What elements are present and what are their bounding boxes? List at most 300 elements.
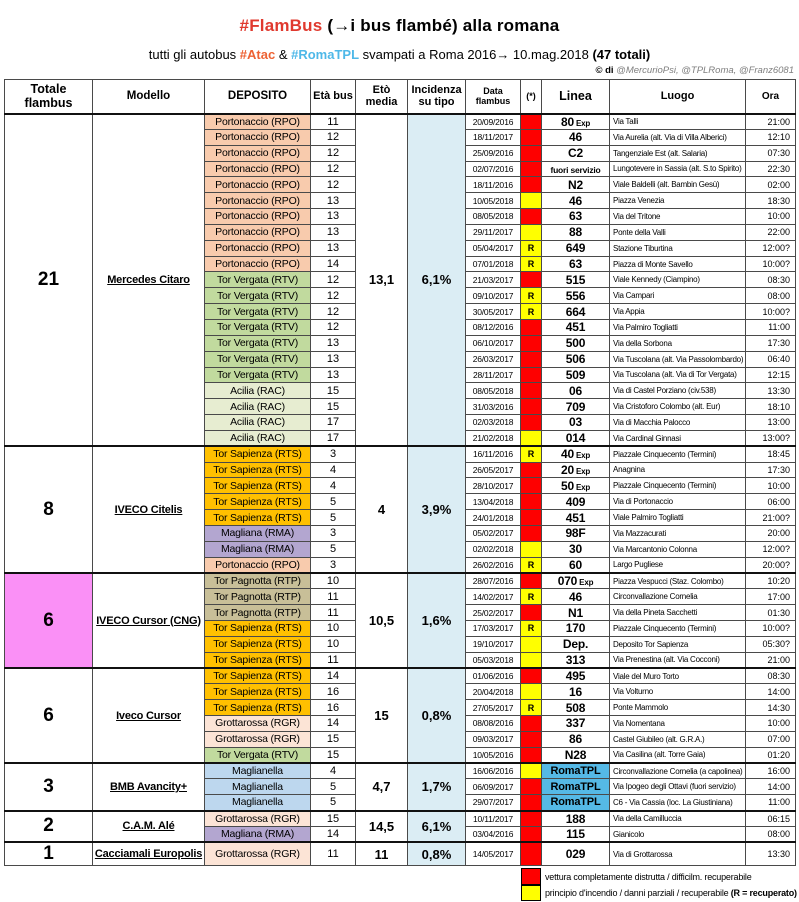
line-number: 46 — [569, 589, 582, 604]
model-cell — [93, 668, 205, 763]
status-cell-partial — [521, 763, 542, 779]
date-cell: 16/11/2016 — [466, 446, 521, 462]
line-number: 313 — [565, 652, 586, 667]
depot-cell: Magliana (RMA) — [205, 541, 311, 557]
line-cell — [542, 668, 610, 684]
bus-age-cell: 3 — [311, 525, 356, 541]
line-cell — [542, 319, 610, 335]
place-cell: Piazza Venezia — [610, 193, 746, 209]
place-cell: Via Cardinal Ginnasi — [610, 430, 746, 446]
time-cell: 10:00 — [746, 478, 796, 494]
place-cell: Castel Giubileo (alt. G.R.A.) — [610, 731, 746, 747]
line-cell — [542, 430, 610, 446]
date-cell: 26/05/2017 — [466, 462, 521, 478]
time-cell: 10:00? — [746, 621, 796, 637]
bus-age-cell: 11 — [311, 605, 356, 621]
incidence-cell: 6,1% — [408, 114, 466, 447]
place-cell: Gianicolo — [610, 826, 746, 842]
place-cell: Ponte Mammolo — [610, 700, 746, 716]
place-cell: Via Tuscolana (alt. Via di Tor Vergata) — [610, 367, 746, 383]
time-cell: 10:00 — [746, 716, 796, 732]
total-flambus-cell: 1 — [5, 842, 93, 866]
legend-text-partial: principio d'incendio / danni parziali / recuperabile (R = recuperato) — [545, 888, 797, 899]
col-header-modello: Modello — [93, 80, 205, 114]
date-cell: 29/11/2017 — [466, 224, 521, 240]
time-cell: 01:30 — [746, 605, 796, 621]
status-cell-partial: R — [521, 256, 542, 272]
time-cell: 07:30 — [746, 145, 796, 161]
bus-row — [5, 573, 796, 589]
bus-age-cell: 17 — [311, 415, 356, 431]
status-cell-partial — [521, 541, 542, 557]
time-cell: 05:30? — [746, 636, 796, 652]
status-cell-destroyed — [521, 605, 542, 621]
line-number: 451 — [565, 510, 586, 525]
line-suffix: Exp — [573, 118, 591, 128]
status-cell-partial — [521, 684, 542, 700]
time-cell: 08:30 — [746, 272, 796, 288]
line-suffix: Exp — [573, 451, 591, 461]
bus-age-cell: 4 — [311, 763, 356, 779]
status-cell-destroyed — [521, 367, 542, 383]
place-cell: Viale Palmiro Togliatti — [610, 510, 746, 526]
status-cell-partial: R — [521, 621, 542, 637]
place-cell: Viale Baldelli (alt. Bambin Gesù) — [610, 177, 746, 193]
bus-age-cell: 11 — [311, 842, 356, 866]
avg-age-cell: 15 — [356, 668, 408, 763]
line-suffix: Exp — [573, 466, 591, 476]
date-cell: 19/10/2017 — [466, 636, 521, 652]
time-cell: 13:30 — [746, 842, 796, 866]
date-cell: 20/04/2018 — [466, 684, 521, 700]
header-row — [5, 80, 796, 114]
line-number: 16 — [569, 684, 582, 699]
subtitle-romatpl-hashtag: #RomaTPL — [291, 47, 360, 62]
bus-age-cell: 11 — [311, 589, 356, 605]
subtitle-total-count: (47 totali) — [592, 47, 651, 62]
time-cell: 06:00 — [746, 494, 796, 510]
line-number: 029 — [565, 847, 586, 862]
place-cell: C6 - Via Cassia (loc. La Giustiniana) — [610, 795, 746, 811]
flambus-table-body — [5, 114, 796, 866]
date-cell: 18/11/2016 — [466, 177, 521, 193]
time-cell: 12:15 — [746, 367, 796, 383]
date-cell: 07/01/2018 — [466, 256, 521, 272]
place-cell: Viale del Muro Torto — [610, 668, 746, 684]
place-cell: Via Ipogeo degli Ottavi (fuori servizio) — [610, 779, 746, 795]
place-cell: Via del Tritone — [610, 209, 746, 225]
time-cell: 06:40 — [746, 351, 796, 367]
status-cell-partial — [521, 430, 542, 446]
total-flambus-cell: 21 — [5, 114, 93, 447]
model-name: Iveco Cursor — [116, 709, 181, 722]
time-cell: 14:00 — [746, 684, 796, 700]
depot-cell: Tor Vergata (RTV) — [205, 272, 311, 288]
place-cell: Circonvallazione Cornelia (a capolinea) — [610, 763, 746, 779]
flambus-table — [4, 79, 796, 866]
status-cell-destroyed — [521, 415, 542, 431]
time-cell: 13:00? — [746, 430, 796, 446]
status-cell-partial: R — [521, 446, 542, 462]
depot-cell: Tor Sapienza (RTS) — [205, 668, 311, 684]
place-cell: Via Volturno — [610, 684, 746, 700]
place-cell: Piazzale Cinquecento (Termini) — [610, 446, 746, 462]
model-cell — [93, 811, 205, 843]
status-cell-destroyed — [521, 826, 542, 842]
bus-age-cell: 4 — [311, 462, 356, 478]
time-cell: 13:30 — [746, 383, 796, 399]
date-cell: 21/02/2018 — [466, 430, 521, 446]
bus-age-cell: 13 — [311, 335, 356, 351]
col-header-eta-bus: Età bus — [311, 80, 356, 114]
line-number: 649 — [565, 241, 586, 256]
incidence-cell: 0,8% — [408, 668, 466, 763]
bus-age-cell: 12 — [311, 288, 356, 304]
depot-cell: Tor Vergata (RTV) — [205, 335, 311, 351]
time-cell: 21:00 — [746, 652, 796, 668]
date-cell: 20/09/2016 — [466, 114, 521, 130]
bus-row — [5, 668, 796, 684]
bus-age-cell: 12 — [311, 161, 356, 177]
line-cell — [542, 700, 610, 716]
incidence-cell: 6,1% — [408, 811, 466, 843]
status-cell-partial: R — [521, 700, 542, 716]
bus-age-cell: 5 — [311, 541, 356, 557]
subtitle-atac-hashtag: #Atac — [239, 47, 276, 62]
time-cell: 08:00 — [746, 288, 796, 304]
line-number: 50 — [560, 478, 574, 493]
col-header-luogo: Luogo — [610, 80, 746, 114]
line-cell — [542, 478, 610, 494]
model-name: Cacciamali Europolis — [94, 848, 203, 861]
place-cell: Piazza di Monte Savello — [610, 256, 746, 272]
avg-age-cell: 10,5 — [356, 573, 408, 668]
depot-cell: Acilia (RAC) — [205, 383, 311, 399]
place-cell: Via Marcantonio Colonna — [610, 541, 746, 557]
bus-age-cell: 13 — [311, 367, 356, 383]
place-cell: Piazzale Cinquecento (Termini) — [610, 621, 746, 637]
depot-cell: Tor Sapienza (RTS) — [205, 446, 311, 462]
bus-age-cell: 11 — [311, 652, 356, 668]
model-cell — [93, 573, 205, 668]
bus-age-cell: 12 — [311, 129, 356, 145]
bus-age-cell: 14 — [311, 716, 356, 732]
date-cell: 09/03/2017 — [466, 731, 521, 747]
model-name: BMB Avancity+ — [110, 780, 187, 793]
line-number: 20 — [560, 462, 574, 477]
status-cell-partial — [521, 652, 542, 668]
status-cell-destroyed — [521, 478, 542, 494]
line-cell — [542, 716, 610, 732]
date-cell: 02/02/2018 — [466, 541, 521, 557]
line-cell — [542, 304, 610, 320]
line-cell — [542, 288, 610, 304]
title-rest: (→i bus flambé) alla romana — [322, 16, 560, 35]
status-cell-destroyed — [521, 494, 542, 510]
status-cell-destroyed — [521, 129, 542, 145]
time-cell: 12:10 — [746, 129, 796, 145]
line-number: 63 — [569, 209, 582, 224]
line-cell — [542, 193, 610, 209]
depot-cell: Acilia (RAC) — [205, 415, 311, 431]
place-cell: Stazione Tiburtina — [610, 240, 746, 256]
bus-age-cell: 4 — [311, 478, 356, 494]
status-cell-destroyed — [521, 842, 542, 866]
status-cell-destroyed — [521, 177, 542, 193]
time-cell: 17:30 — [746, 335, 796, 351]
line-number: N1 — [568, 605, 583, 620]
place-cell: Deposito Tor Sapienza — [610, 636, 746, 652]
depot-cell: Portonaccio (RPO) — [205, 256, 311, 272]
depot-cell: Portonaccio (RPO) — [205, 209, 311, 225]
depot-cell: Magliana (RMA) — [205, 826, 311, 842]
date-cell: 28/10/2017 — [466, 478, 521, 494]
place-cell: Lungotevere in Sassia (alt. S.to Spirito) — [610, 161, 746, 177]
col-header-ora: Ora — [746, 80, 796, 114]
line-cell — [542, 272, 610, 288]
depot-cell: Maglianella — [205, 763, 311, 779]
place-cell: Via della Camilluccia — [610, 811, 746, 827]
line-suffix: Exp — [573, 482, 591, 492]
place-cell: Via di Portonaccio — [610, 494, 746, 510]
incidence-cell: 1,7% — [408, 763, 466, 811]
incidence-cell: 3,9% — [408, 446, 466, 573]
line-number: 506 — [565, 352, 586, 367]
line-cell — [542, 652, 610, 668]
model-cell — [93, 763, 205, 811]
place-cell: Via Palmiro Togliatti — [610, 319, 746, 335]
line-number: 46 — [569, 130, 582, 145]
incidence-cell: 0,8% — [408, 842, 466, 866]
line-number: 709 — [565, 399, 586, 414]
line-cell — [542, 209, 610, 225]
status-cell-destroyed — [521, 272, 542, 288]
line-number: 500 — [565, 336, 586, 351]
date-cell: 08/08/2016 — [466, 716, 521, 732]
credit-prefix: © di — [595, 65, 617, 76]
bus-age-cell: 3 — [311, 446, 356, 462]
place-cell: Via Nomentana — [610, 716, 746, 732]
place-cell: Via di Castel Porziano (civ.538) — [610, 383, 746, 399]
line-cell: RomaTPL — [542, 795, 610, 811]
date-cell: 25/02/2017 — [466, 605, 521, 621]
status-cell-destroyed — [521, 510, 542, 526]
avg-age-cell: 14,5 — [356, 811, 408, 843]
time-cell: 22:00 — [746, 224, 796, 240]
line-number: 070 — [557, 574, 578, 589]
date-cell: 08/05/2018 — [466, 209, 521, 225]
line-cell — [542, 177, 610, 193]
status-cell-destroyed — [521, 811, 542, 827]
status-cell-destroyed — [521, 114, 542, 130]
bus-age-cell: 5 — [311, 779, 356, 795]
avg-age-cell: 13,1 — [356, 114, 408, 447]
title-hashtag: #FlamBus — [239, 16, 323, 35]
line-cell — [542, 114, 610, 130]
line-number: 515 — [565, 272, 586, 287]
line-cell — [542, 684, 610, 700]
bus-age-cell: 3 — [311, 557, 356, 573]
line-number: 451 — [565, 320, 586, 335]
line-number: 30 — [569, 542, 582, 557]
date-cell: 06/09/2017 — [466, 779, 521, 795]
bus-age-cell: 10 — [311, 636, 356, 652]
avg-age-cell: 11 — [356, 842, 408, 866]
bus-age-cell: 16 — [311, 700, 356, 716]
line-number: 556 — [565, 288, 586, 303]
bus-age-cell: 11 — [311, 114, 356, 130]
place-cell: Via della Pineta Sacchetti — [610, 605, 746, 621]
line-cell — [542, 161, 610, 177]
time-cell: 13:00 — [746, 415, 796, 431]
depot-cell: Grottarossa (RGR) — [205, 716, 311, 732]
date-cell: 10/11/2017 — [466, 811, 521, 827]
line-number: 188 — [565, 811, 586, 826]
depot-cell: Portonaccio (RPO) — [205, 240, 311, 256]
avg-age-cell: 4 — [356, 446, 408, 573]
line-number: Dep. — [562, 637, 589, 652]
line-cell — [542, 399, 610, 415]
place-cell: Via Mazzacurati — [610, 525, 746, 541]
place-cell: Via Appia — [610, 304, 746, 320]
line-cell — [542, 826, 610, 842]
model-name: IVECO Cursor (CNG) — [96, 614, 201, 627]
time-cell: 20:00? — [746, 557, 796, 573]
legend-row-partial — [521, 885, 799, 902]
model-name: Mercedes Citaro — [107, 273, 190, 286]
place-cell: Piazza Vespucci (Staz. Colombo) — [610, 573, 746, 589]
bus-age-cell: 14 — [311, 256, 356, 272]
model-cell — [93, 446, 205, 573]
date-cell: 13/04/2018 — [466, 494, 521, 510]
bus-age-cell: 5 — [311, 795, 356, 811]
line-cell — [542, 636, 610, 652]
date-cell: 03/04/2016 — [466, 826, 521, 842]
status-cell-destroyed — [521, 383, 542, 399]
bus-age-cell: 10 — [311, 621, 356, 637]
time-cell: 12:00? — [746, 541, 796, 557]
col-header-eta-media: Etò media — [356, 80, 408, 114]
bus-row — [5, 114, 796, 130]
line-number: 664 — [565, 304, 586, 319]
date-cell: 10/05/2016 — [466, 747, 521, 763]
status-cell-destroyed — [521, 668, 542, 684]
date-cell: 26/03/2017 — [466, 351, 521, 367]
depot-cell: Portonaccio (RPO) — [205, 161, 311, 177]
avg-age-cell: 4,7 — [356, 763, 408, 811]
bus-age-cell: 15 — [311, 731, 356, 747]
time-cell: 18:45 — [746, 446, 796, 462]
line-number: C2 — [568, 146, 583, 161]
subtitle-pre: tutti gli autobus — [148, 47, 240, 62]
line-number: N28 — [564, 747, 587, 762]
line-cell — [542, 621, 610, 637]
bus-age-cell: 13 — [311, 209, 356, 225]
date-cell: 08/05/2018 — [466, 383, 521, 399]
line-number: 508 — [565, 700, 586, 715]
col-header-linea: Linea — [542, 80, 610, 114]
line-number: 495 — [565, 669, 586, 684]
legend-row-destroyed — [521, 868, 799, 885]
bus-age-cell: 5 — [311, 510, 356, 526]
bus-age-cell: 15 — [311, 811, 356, 827]
time-cell: 08:00 — [746, 826, 796, 842]
credit-line — [0, 65, 799, 76]
depot-cell: Tor Sapienza (RTS) — [205, 494, 311, 510]
bus-age-cell: 15 — [311, 383, 356, 399]
line-number: 63 — [569, 257, 582, 272]
line-cell — [542, 573, 610, 589]
time-cell: 10:20 — [746, 573, 796, 589]
line-cell — [542, 462, 610, 478]
page-title — [0, 0, 799, 36]
bus-age-cell: 12 — [311, 177, 356, 193]
status-cell-destroyed — [521, 209, 542, 225]
line-cell — [542, 224, 610, 240]
place-cell: Via Cristoforo Colombo (alt. Eur) — [610, 399, 746, 415]
depot-cell: Tor Sapienza (RTS) — [205, 510, 311, 526]
place-cell: Ponte della Valli — [610, 224, 746, 240]
line-cell — [542, 351, 610, 367]
bus-row — [5, 763, 796, 779]
status-cell-destroyed — [521, 795, 542, 811]
time-cell: 17:30 — [746, 462, 796, 478]
status-cell-destroyed — [521, 351, 542, 367]
incidence-cell: 1,6% — [408, 573, 466, 668]
model-name: IVECO Citelis — [114, 503, 183, 516]
bus-age-cell: 12 — [311, 272, 356, 288]
depot-cell: Tor Sapienza (RTS) — [205, 684, 311, 700]
depot-cell: Tor Vergata (RTV) — [205, 288, 311, 304]
time-cell: 12:00? — [746, 240, 796, 256]
status-cell-destroyed — [521, 462, 542, 478]
depot-cell: Tor Sapienza (RTS) — [205, 462, 311, 478]
col-header-data-flambus: Data flambus — [466, 80, 521, 114]
time-cell: 10:00 — [746, 209, 796, 225]
line-number: 115 — [566, 827, 585, 842]
date-cell: 21/03/2017 — [466, 272, 521, 288]
depot-cell: Magliana (RMA) — [205, 525, 311, 541]
status-cell-destroyed — [521, 319, 542, 335]
depot-cell: Portonaccio (RPO) — [205, 224, 311, 240]
date-cell: 26/02/2016 — [466, 557, 521, 573]
date-cell: 16/06/2016 — [466, 763, 521, 779]
legend-swatch-red — [521, 868, 541, 885]
date-cell: 29/07/2017 — [466, 795, 521, 811]
bus-row — [5, 842, 796, 866]
status-cell-destroyed — [521, 731, 542, 747]
place-cell: Largo Pugliese — [610, 557, 746, 573]
place-cell: Via di Grottarossa — [610, 842, 746, 866]
line-cell — [542, 811, 610, 827]
line-cell: RomaTPL — [542, 779, 610, 795]
bus-age-cell: 16 — [311, 684, 356, 700]
date-cell: 05/03/2018 — [466, 652, 521, 668]
line-cell — [542, 145, 610, 161]
depot-cell: Tor Sapienza (RTS) — [205, 636, 311, 652]
model-cell — [93, 842, 205, 866]
line-number: 170 — [565, 621, 586, 636]
date-cell: 27/05/2017 — [466, 700, 521, 716]
depot-cell: Portonaccio (RPO) — [205, 145, 311, 161]
total-flambus-cell: 8 — [5, 446, 93, 573]
depot-cell: Portonaccio (RPO) — [205, 129, 311, 145]
bus-age-cell: 14 — [311, 668, 356, 684]
date-cell: 25/09/2016 — [466, 145, 521, 161]
depot-cell: Tor Vergata (RTV) — [205, 304, 311, 320]
depot-cell: Maglianella — [205, 779, 311, 795]
col-header-totale-flambus: Totale flambus — [5, 80, 93, 114]
